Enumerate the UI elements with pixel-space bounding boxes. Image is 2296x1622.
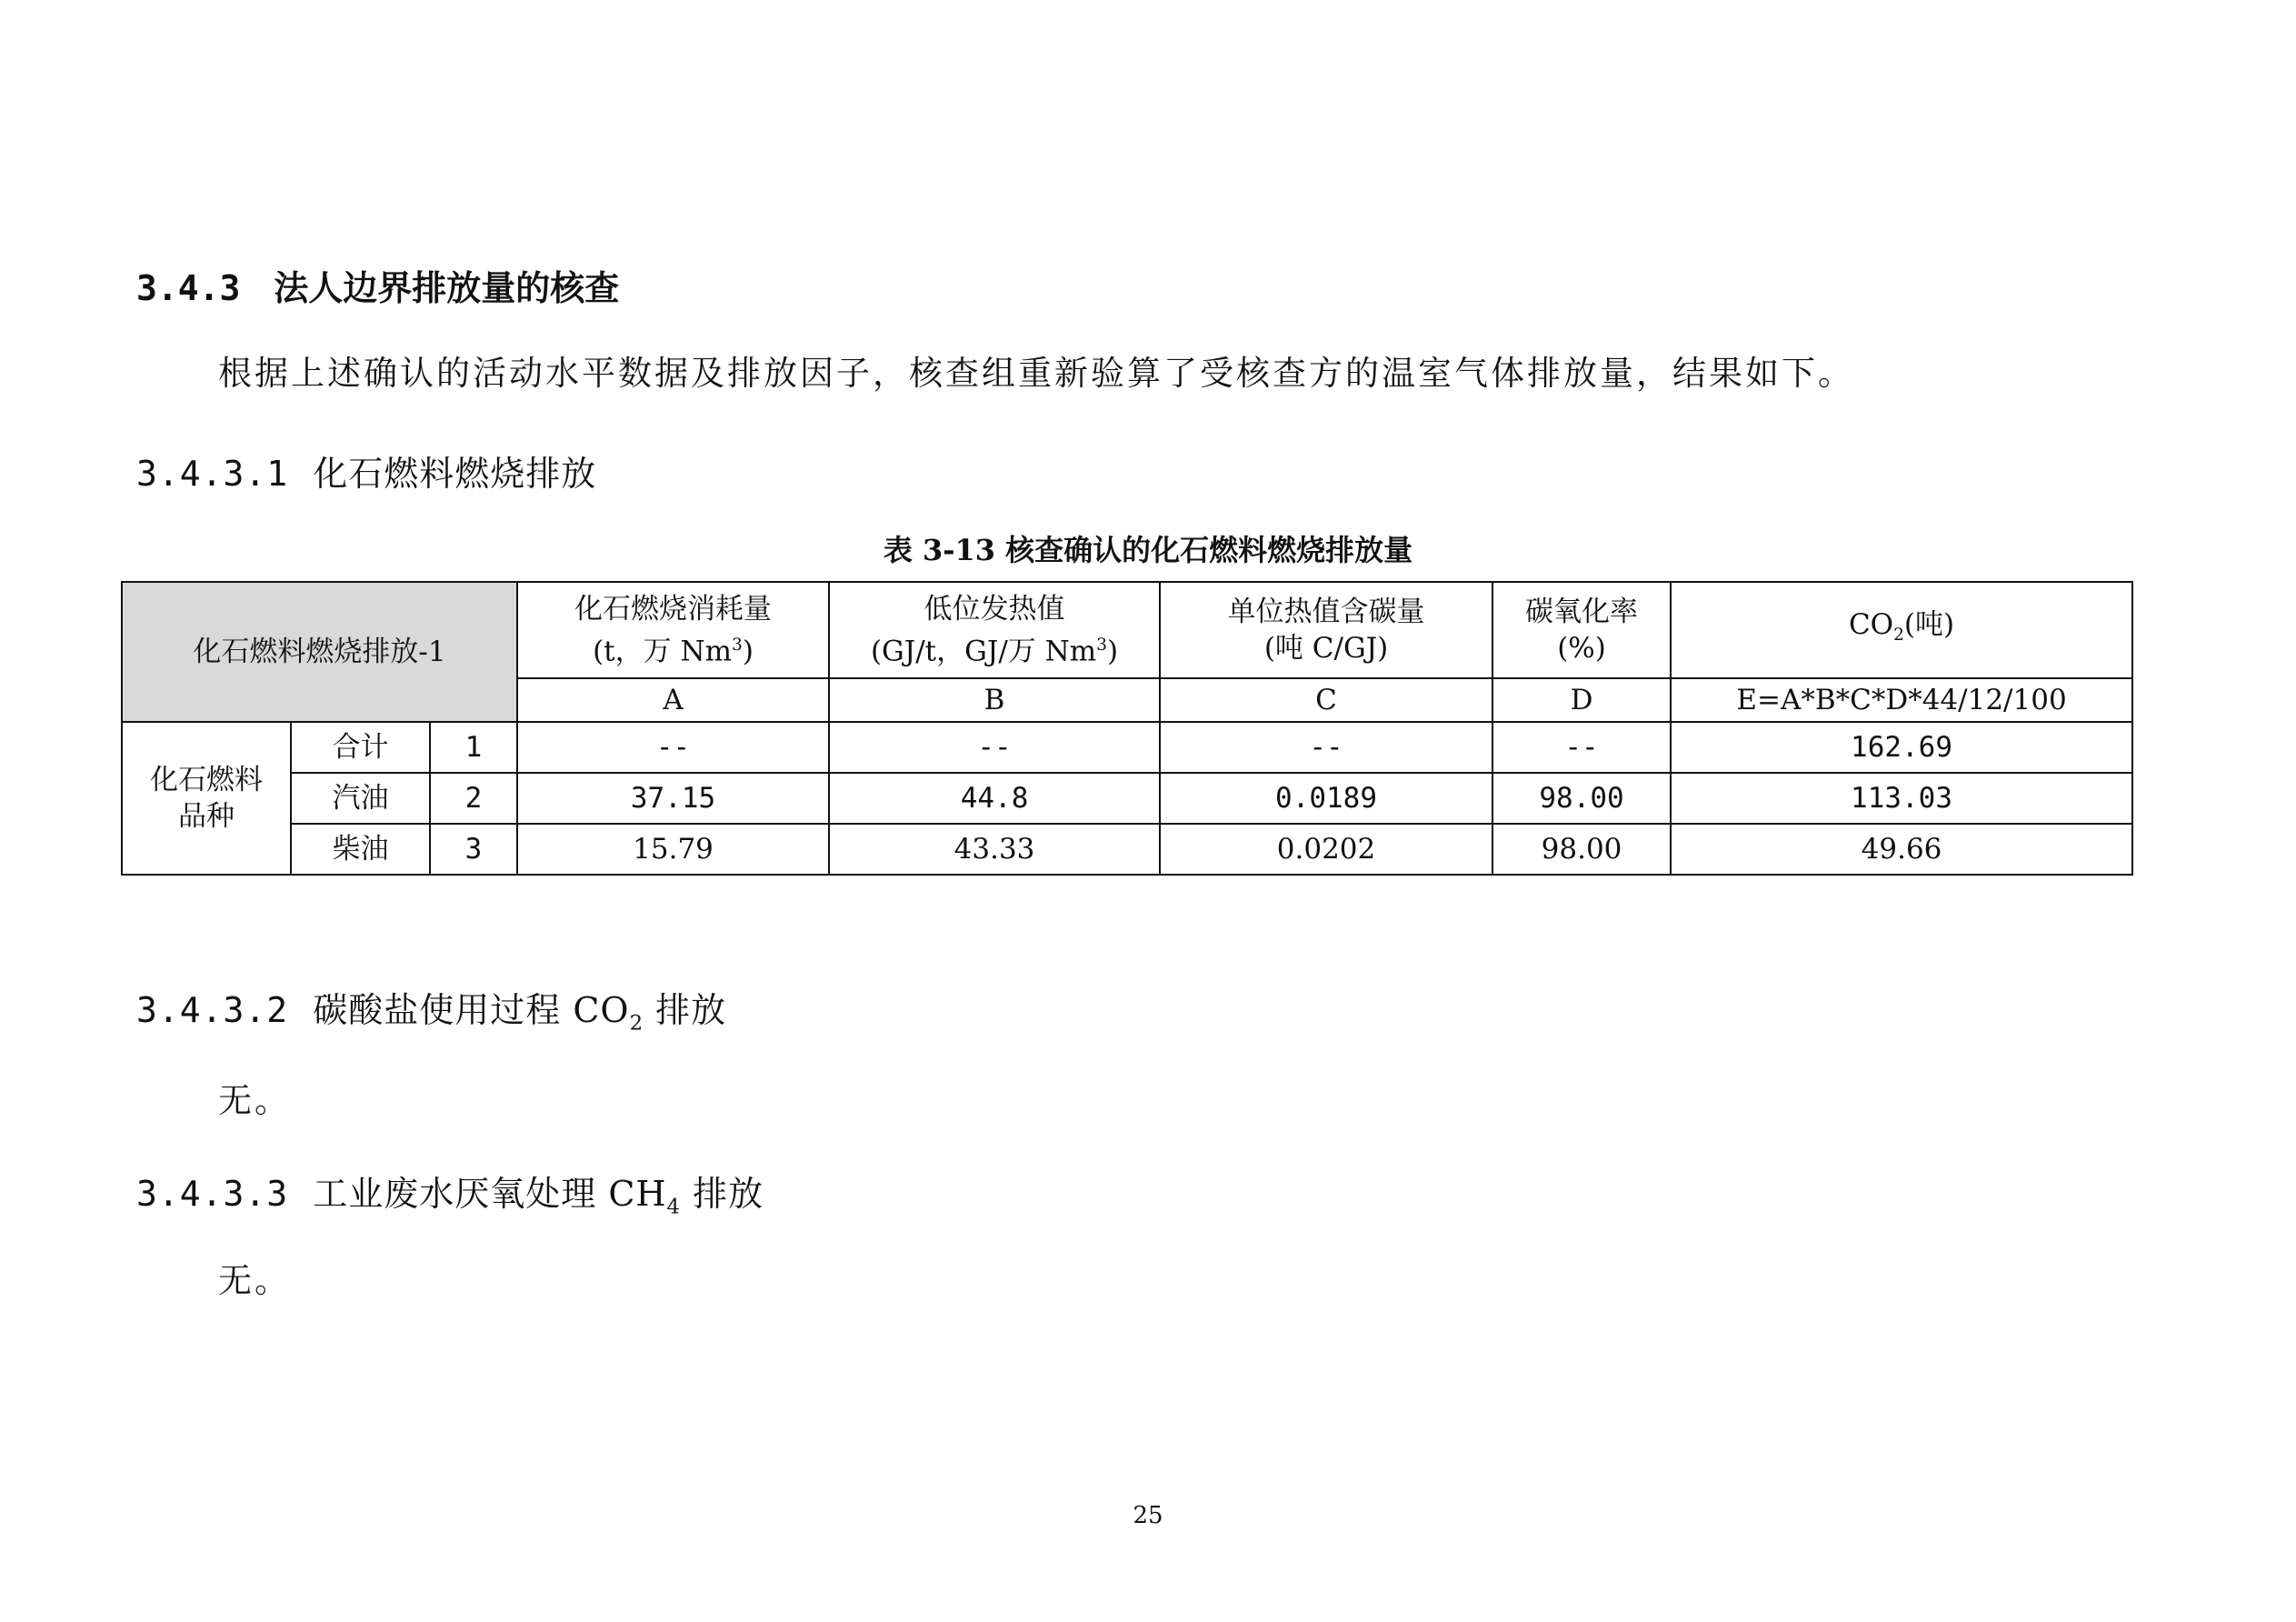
row-group-label: 化石燃料品种 (122, 722, 291, 875)
code-c: C (1160, 678, 1492, 722)
subsection-title: 碳酸盐使用过程 $CO_2$ 排放 (313, 990, 727, 1036)
cell-b: 44.8 (829, 773, 1160, 824)
code-e: E=A*B*C*D*44/12/100 (1671, 678, 2132, 722)
table-row (122, 773, 2132, 824)
cell-b: 43.33 (829, 824, 1160, 875)
header-a: 化石燃烧消耗量 (t，万 Nm$^3$) (517, 582, 829, 678)
code-d: D (1492, 678, 1671, 722)
header-d: 碳氧化率 (%) (1492, 582, 1671, 678)
row-index: 2 (430, 773, 517, 824)
header-b: 低位发热值 (GJ/t，GJ/万 Nm$^3$) (829, 582, 1160, 678)
cell-a: -- (517, 722, 829, 773)
code-a: A (517, 678, 829, 722)
cell-c: 0.0202 (1160, 824, 1492, 875)
row-index: 1 (430, 722, 517, 773)
cell-e: 162.69 (1671, 722, 2132, 773)
cell-d: -- (1492, 722, 1671, 773)
header-c: 单位热值含碳量 (吨 C/GJ) (1160, 582, 1492, 678)
table-caption: 表 3-13 核查确认的化石燃料燃烧排放量 (883, 533, 1413, 567)
cell-c: 0.0189 (1160, 773, 1492, 824)
code-b: B (829, 678, 1160, 722)
table-corner-header: 化石燃料燃烧排放-1 (122, 582, 517, 722)
subsection-3432-heading (136, 982, 726, 1036)
cell-d: 98.00 (1492, 773, 1671, 824)
subsection-3432-content: 无。 (218, 1081, 291, 1120)
cell-a: 37.15 (517, 773, 829, 824)
cell-e: 49.66 (1671, 824, 2132, 875)
subsection-number: 3.4.3.2 (136, 990, 289, 1030)
subsection-3433-heading (136, 1166, 764, 1219)
subsection-3431-heading (136, 446, 596, 496)
section-title: 法人边界排放量的核查 (274, 268, 620, 308)
page-number: 25 (1133, 1502, 1163, 1529)
cell-d: 98.00 (1492, 824, 1671, 875)
subsection-3433-content: 无。 (218, 1261, 291, 1300)
row-name: 柴油 (291, 824, 430, 875)
row-name: 汽油 (291, 773, 430, 824)
subsection-title: 工业废水厌氧处理 $CH_4$ 排放 (313, 1174, 764, 1219)
intro-paragraph: 根据上述确认的活动水平数据及排放因子，核查组重新验算了受核查方的温室气体排放量，结果如下。 (218, 354, 1854, 393)
row-index: 3 (430, 824, 517, 875)
section-number: 3.4.3 (136, 268, 241, 308)
cell-a: 15.79 (517, 824, 829, 875)
cell-e: 113.03 (1671, 773, 2132, 824)
table-row (122, 824, 2132, 875)
header-e: $CO_2$(吨) (1671, 582, 2132, 678)
emissions-table (121, 581, 2133, 876)
subsection-number: 3.4.3.1 (136, 454, 289, 494)
row-name: 合计 (291, 722, 430, 773)
subsection-title: 化石燃料燃烧排放 (313, 454, 597, 494)
cell-b: -- (829, 722, 1160, 773)
section-heading (136, 260, 619, 310)
cell-c: -- (1160, 722, 1492, 773)
table-row (122, 722, 2132, 773)
subsection-number: 3.4.3.3 (136, 1174, 289, 1214)
